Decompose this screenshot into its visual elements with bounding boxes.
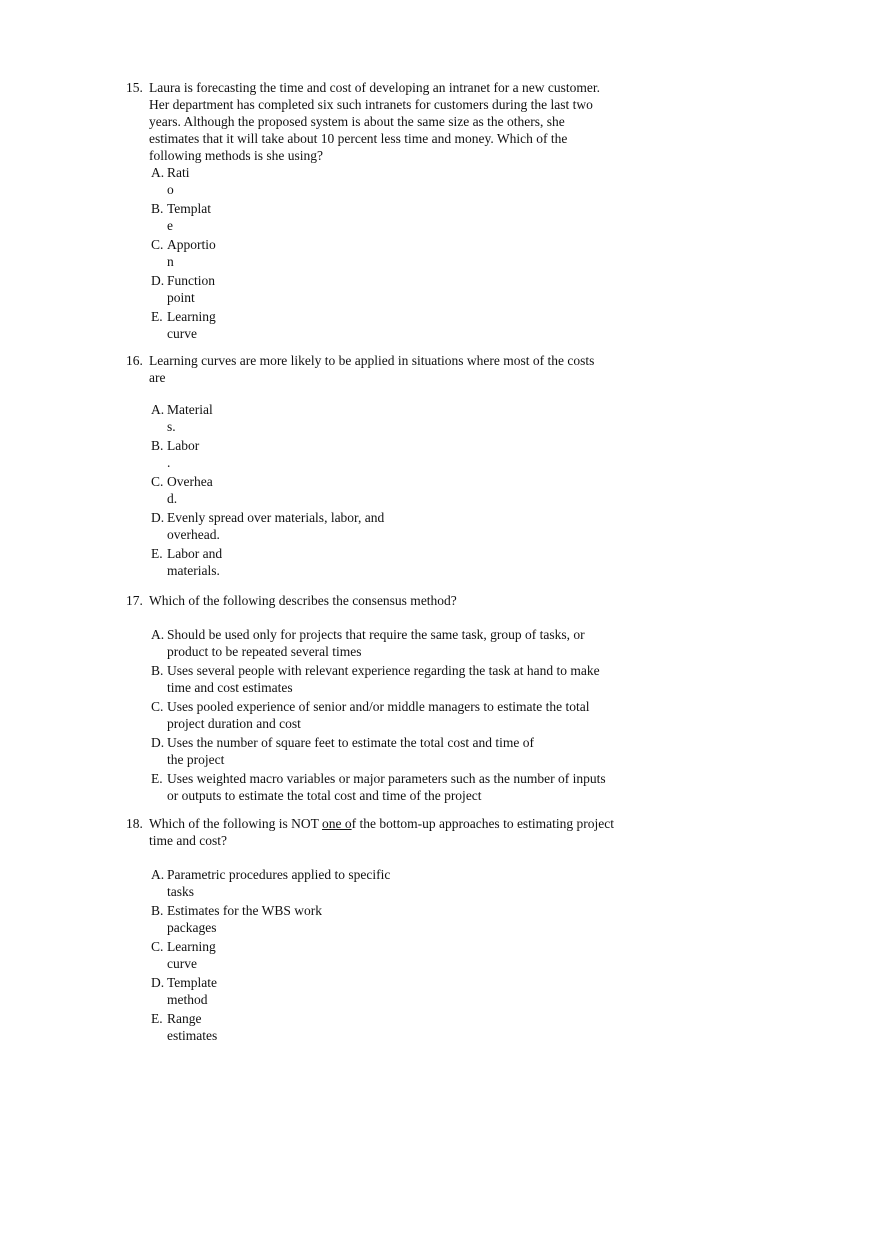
option-text-line: Evenly spread over materials, labor, and (167, 510, 385, 525)
option-letter: B. (151, 903, 164, 918)
option-letter: A. (151, 867, 165, 882)
option-text-line: curve (167, 956, 197, 971)
option-text-line: packages (167, 920, 217, 935)
option-text-line: estimates (167, 1028, 218, 1043)
options-list (126, 866, 614, 1044)
question-stem (126, 352, 594, 386)
option-text-line: the project (167, 752, 225, 767)
option-letter: C. (151, 237, 164, 252)
option-letter: C. (151, 939, 164, 954)
option-text-line: Learning (167, 939, 216, 954)
stem-line: time and cost? (149, 833, 227, 848)
option-d (126, 734, 606, 768)
option-a (126, 866, 614, 900)
stem-line: Learning curves are more likely to be applied in situations where most of the costs (149, 353, 595, 368)
option-text-line: time and cost estimates (167, 680, 293, 695)
option-a (126, 626, 606, 660)
option-d (126, 509, 594, 543)
options-list (126, 626, 606, 804)
option-letter: D. (151, 975, 165, 990)
option-d (126, 272, 600, 306)
question-16 (126, 352, 594, 579)
option-b (126, 662, 606, 696)
option-text-line: materials. (167, 563, 220, 578)
question-stem (126, 79, 600, 164)
stem-text-segment: f the bottom-up approaches to estimating project (351, 816, 615, 831)
question-stem (126, 815, 614, 849)
option-text-line: d. (167, 491, 178, 506)
option-c (126, 938, 614, 972)
option-e (126, 1010, 614, 1044)
option-text-line: Should be used only for projects that require the same task, group of tasks, or (167, 627, 585, 642)
option-text-line: Learning (167, 309, 216, 324)
option-text-line: Uses several people with relevant experience regarding the task at hand to make (167, 663, 600, 678)
option-text-line: Uses the number of square feet to estimate the total cost and time of (167, 735, 535, 750)
option-text-line: Apportio (167, 237, 216, 252)
option-a (126, 164, 600, 198)
option-letter: D. (151, 273, 165, 288)
stem-line: are (149, 370, 166, 385)
option-c (126, 236, 600, 270)
option-text-line: or outputs to estimate the total cost and time of the project (167, 788, 482, 803)
option-letter: B. (151, 663, 164, 678)
question-18 (126, 815, 614, 1044)
option-text-line: Labor (167, 438, 200, 453)
option-text-line: Template (167, 975, 218, 990)
option-text-line: Overhea (167, 474, 213, 489)
option-text-line: Rati (167, 165, 190, 180)
stem-line: following methods is she using? (149, 148, 323, 163)
option-letter: A. (151, 627, 165, 642)
stem-line: estimates that it will take about 10 percent less time and money. Which of the (149, 131, 568, 146)
option-text-line: Range (167, 1011, 202, 1026)
option-text-line: Material (167, 402, 213, 417)
option-text-line: Uses weighted macro variables or major parameters such as the number of inputs (167, 771, 606, 786)
option-d (126, 974, 614, 1008)
option-text-line: method (167, 992, 208, 1007)
option-b (126, 437, 594, 471)
option-text-line: curve (167, 326, 197, 341)
option-a (126, 401, 594, 435)
question-number: 15. (126, 80, 143, 95)
option-text-line: Labor and (167, 546, 223, 561)
question-number: 18. (126, 816, 143, 831)
options-list (126, 401, 594, 579)
option-letter: A. (151, 402, 165, 417)
option-b (126, 200, 600, 234)
option-letter: E. (151, 771, 163, 786)
option-text-line: product to be repeated several times (167, 644, 362, 659)
question-number: 17. (126, 593, 143, 608)
option-e (126, 770, 606, 804)
option-letter: E. (151, 546, 163, 561)
option-text-line: project duration and cost (167, 716, 301, 731)
option-c (126, 698, 606, 732)
option-text-line: Estimates for the WBS work (167, 903, 322, 918)
question-17 (126, 592, 606, 804)
stem-text-segment: Which of the following is NOT (149, 816, 322, 831)
stem-line: years. Although the proposed system is about the same size as the others, she (149, 114, 565, 129)
stem-line: Which of the following describes the consensus method? (149, 593, 457, 608)
option-e (126, 308, 600, 342)
option-letter: C. (151, 699, 164, 714)
option-text-line: Templat (167, 201, 212, 216)
option-text-line: Function (167, 273, 216, 288)
option-letter: B. (151, 438, 164, 453)
option-e (126, 545, 594, 579)
stem-line: Laura is forecasting the time and cost of developing an intranet for a new customer. (149, 80, 600, 95)
stem-line: Her department has completed six such intranets for customers during the last two (149, 97, 593, 112)
option-text-line: tasks (167, 884, 194, 899)
options-list (126, 164, 600, 342)
option-text-line: . (167, 455, 171, 470)
option-text-line: n (167, 254, 174, 269)
question-15 (126, 79, 600, 342)
stem-line (149, 815, 614, 832)
option-text-line: s. (167, 419, 176, 434)
option-letter: A. (151, 165, 165, 180)
option-c (126, 473, 594, 507)
question-number: 16. (126, 353, 143, 368)
option-text-line: Uses pooled experience of senior and/or middle managers to estimate the total (167, 699, 590, 714)
option-letter: E. (151, 309, 163, 324)
question-stem (126, 592, 606, 609)
underlined-text: one o (321, 816, 352, 831)
option-text-line: overhead. (167, 527, 220, 542)
option-letter: E. (151, 1011, 163, 1026)
option-text-line: Parametric procedures applied to specific (167, 867, 391, 882)
option-b (126, 902, 614, 936)
option-letter: B. (151, 201, 164, 216)
option-letter: D. (151, 735, 165, 750)
option-text-line: o (167, 182, 174, 197)
option-text-line: point (167, 290, 195, 305)
option-letter: C. (151, 474, 164, 489)
option-text-line: e (167, 218, 173, 233)
option-letter: D. (151, 510, 165, 525)
